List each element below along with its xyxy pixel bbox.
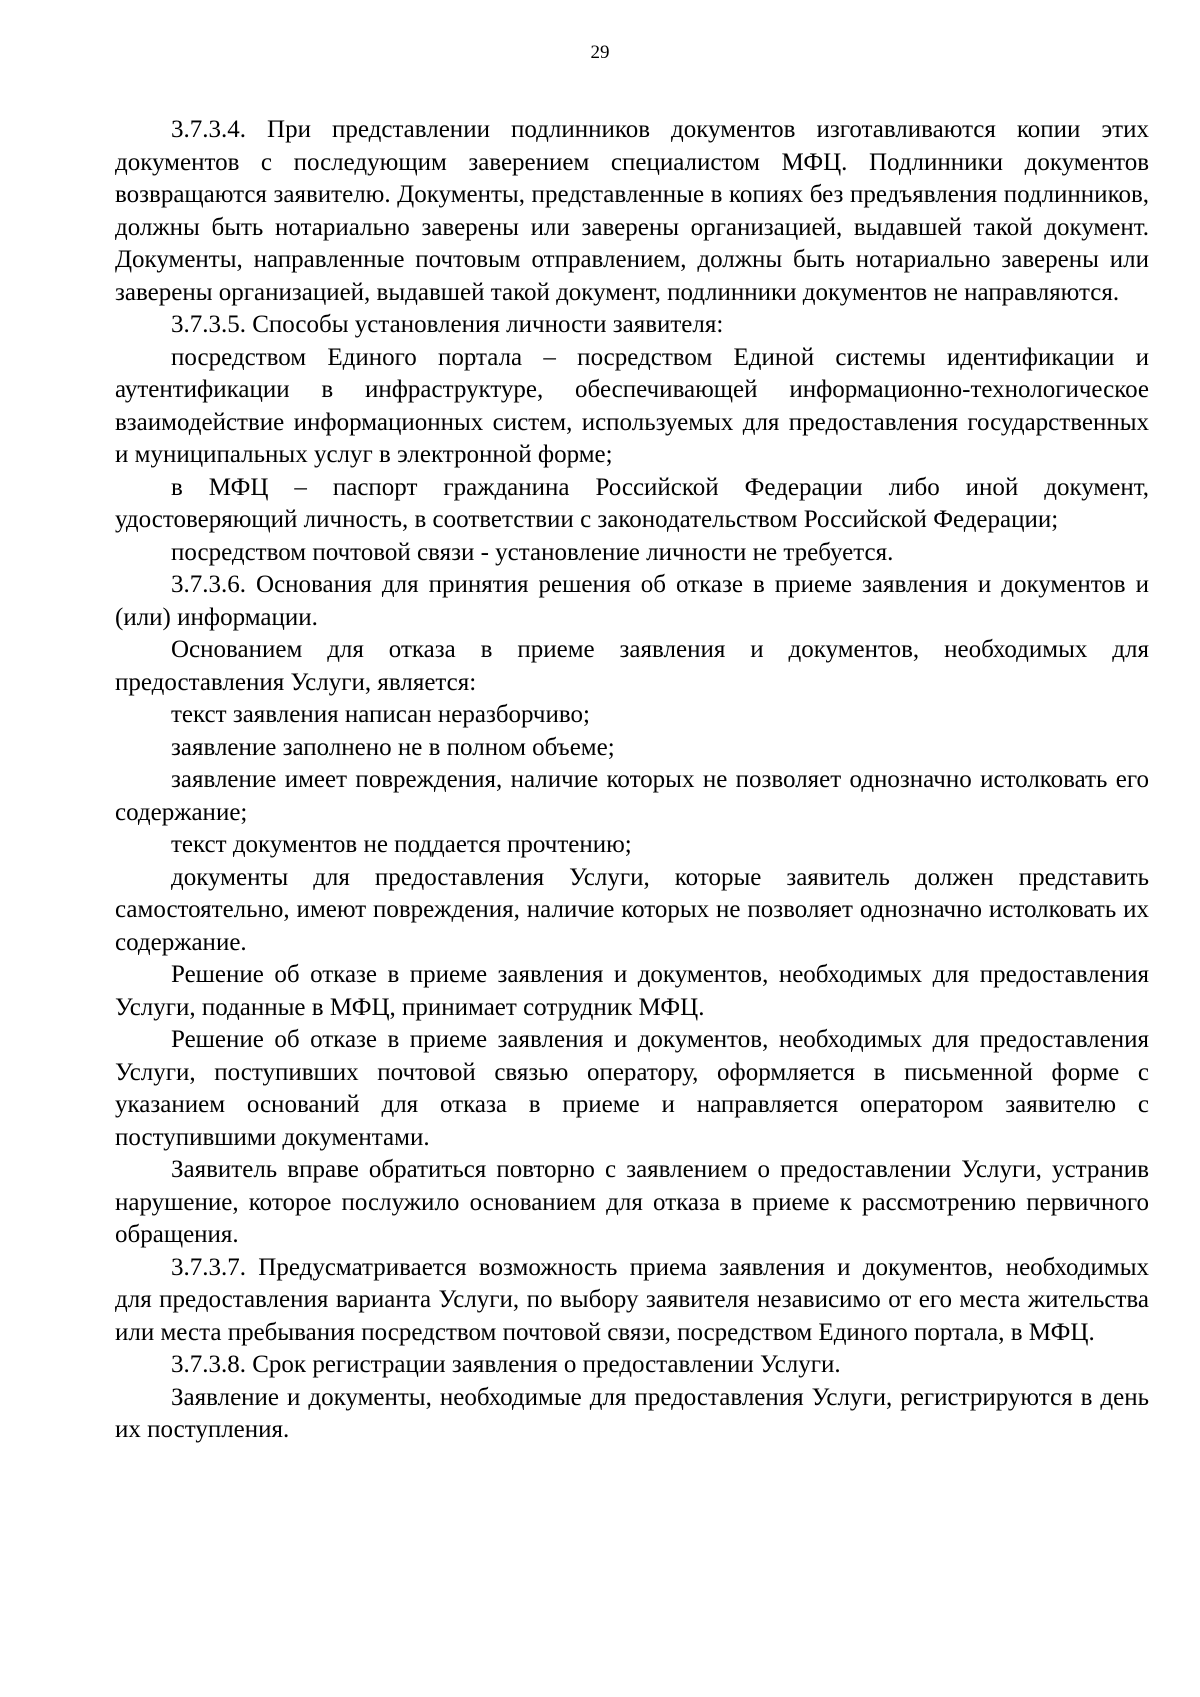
paragraph-3-7-3-7: 3.7.3.7. Предусматривается возможность приема заявления и документов, необходимых для предоставления варианта Услуги, по выбору заявителя независимо от его места жительства или места пребывания посредством почтовой связи, посредством Единого портала, в МФЦ. xyxy=(115,1253,1149,1346)
paragraph-refusal-decision-post: Решение об отказе в приеме заявления и документов, необходимых для предоставления Услуги, поступивших почтовой связью оператору, оформляется в письменной форме с указанием оснований для отказа в приеме и направляется оператором заявителю с поступившими документами. xyxy=(115,1026,1149,1151)
list-item: текст заявления написан неразборчиво; xyxy=(171,701,590,728)
paragraph-registration: Заявление и документы, необходимые для предоставления Услуги, регистрируются в день их поступления. xyxy=(115,1383,1149,1443)
paragraph-refusal-decision-mfc: Решение об отказе в приеме заявления и документов, необходимых для предоставления Услуги, поданные в МФЦ, принимает сотрудник МФЦ. xyxy=(115,961,1149,1021)
page-number: 29 xyxy=(590,42,610,63)
paragraph-3-7-3-4: 3.7.3.4. При представлении подлинников документов изготавливаются копии этих документов с последующим заверением специалистом МФЦ. Подлинники документов возвращаются заявителю. Документы, представленные в копиях без предъявления подлинников, должны быть нотариально заверены или заверены организацией, выдавшей такой документ. Документы, направленные почтовым отправлением, должны быть нотариально заверены или заверены организацией, выдавшей такой документ, подлинники документов не направляются. xyxy=(115,116,1149,306)
document-body xyxy=(115,114,1149,1447)
paragraph-3-7-3-8: 3.7.3.8. Срок регистрации заявления о предоставлении Услуги. xyxy=(171,1351,841,1378)
paragraph-repeat-application: Заявитель вправе обратиться повторно с заявлением о предоставлении Услуги, устранив нарушение, которое послужило основанием для отказа в приеме к рассмотрению первичного обращения. xyxy=(115,1156,1149,1248)
paragraph-identification-portal: посредством Единого портала – посредством Единой системы идентификации и аутентификации в инфраструктуре, обеспечивающей информационно-технологическое взаимодействие информационных систем, используемых для предоставления государственных и муниципальных услуг в электронной форме; xyxy=(115,343,1149,468)
paragraph-3-7-3-6: 3.7.3.6. Основания для принятия решения об отказе в приеме заявления и документов и (или) информации. xyxy=(115,571,1149,631)
paragraph-identification-mfc: в МФЦ – паспорт гражданина Российской Федерации либо иной документ, удостоверяющий личность, в соответствии с законодательством Российской Федерации; xyxy=(115,473,1149,533)
list-item: заявление заполнено не в полном объеме; xyxy=(171,733,615,761)
list-item: текст документов не поддается прочтению; xyxy=(171,831,632,858)
paragraph-3-7-3-5: 3.7.3.5. Способы установления личности заявителя: xyxy=(171,311,724,338)
paragraph-refusal-grounds-intro: Основанием для отказа в приеме заявления и документов, необходимых для предоставления Услуги, является: xyxy=(115,636,1149,696)
list-item: заявление имеет повреждения, наличие которых не позволяет однозначно истолковать его содержание; xyxy=(115,766,1149,826)
list-item: документы для предоставления Услуги, которые заявитель должен представить самостоятельно, имеют повреждения, наличие которых не позволяет однозначно истолковать их содержание. xyxy=(115,863,1149,956)
paragraph-identification-post: посредством почтовой связи - установление личности не требуется. xyxy=(171,538,894,566)
